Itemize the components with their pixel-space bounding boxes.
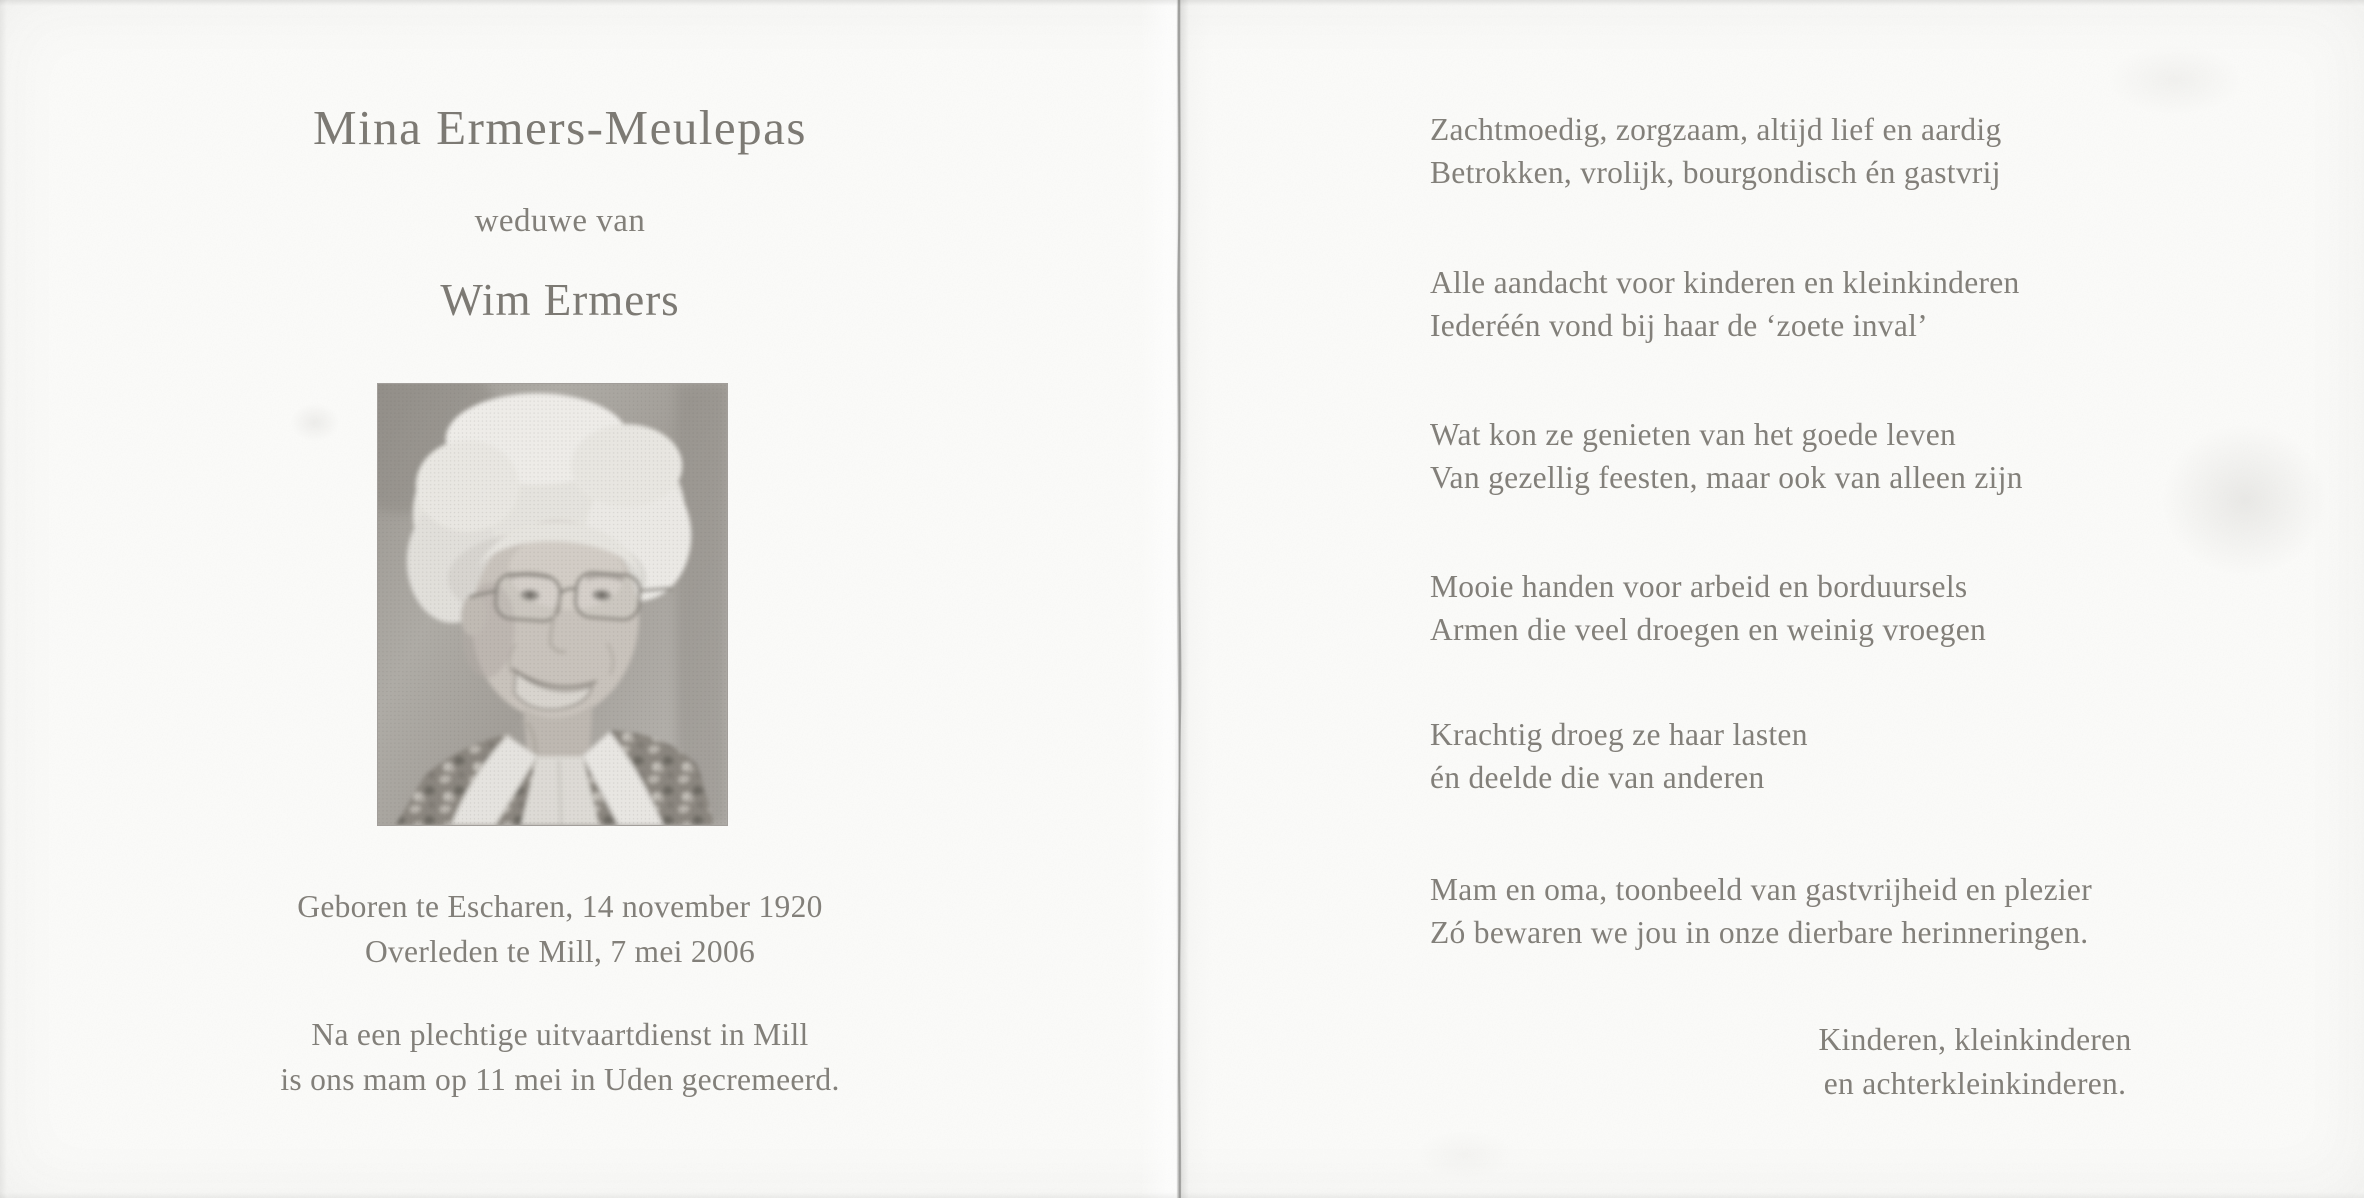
poem-line: Zachtmoedig, zorgzaam, altijd lief en aardig bbox=[1430, 112, 2002, 147]
funeral-line-2: is ons mam op 11 mei in Uden gecremeerd. bbox=[280, 1062, 840, 1097]
deceased-name-title: Mina Ermers-Meulepas bbox=[313, 100, 807, 155]
portrait-photo bbox=[377, 383, 728, 826]
poem-line: Armen die veel droegen en weinig vroegen bbox=[1430, 612, 1987, 647]
signature-line: Kinderen, kleinkinderen bbox=[1818, 1022, 2132, 1057]
poem-line: Betrokken, vrolijk, bourgondisch én gastvrij bbox=[1430, 155, 2001, 190]
scan-edge-shadow-bottom bbox=[0, 1192, 2364, 1198]
widow-of-label: weduwe van bbox=[474, 203, 646, 239]
poem-stanza bbox=[1430, 261, 2310, 347]
poem-line: én deelde die van anderen bbox=[1430, 760, 1765, 795]
funeral-info bbox=[0, 1012, 1120, 1102]
poem-line: Mam en oma, toonbeeld van gastvrijheid en plezier bbox=[1430, 872, 2092, 907]
scan-edge-shadow-top bbox=[0, 0, 2364, 6]
poem-line: Krachtig droeg ze haar lasten bbox=[1430, 717, 1808, 752]
poem-stanza bbox=[1430, 413, 2310, 499]
poem-line: Iederéén vond bij haar de ‘zoete inval’ bbox=[1430, 308, 1928, 343]
death-line: Overleden te Mill, 7 mei 2006 bbox=[364, 934, 756, 969]
poem-stanza bbox=[1430, 108, 2310, 194]
poem-line: Alle aandacht voor kinderen en kleinkinderen bbox=[1430, 265, 2020, 300]
poem-stanza bbox=[1430, 713, 2310, 799]
scan-edge-shadow-left bbox=[0, 0, 7, 1198]
poem-line: Mooie handen voor arbeid en borduursels bbox=[1430, 569, 1968, 604]
poem-stanza bbox=[1430, 868, 2310, 954]
signature-block bbox=[1760, 1018, 2190, 1106]
portrait-photo-illustration bbox=[378, 384, 727, 825]
funeral-line-1: Na een plechtige uitvaartdienst in Mill bbox=[311, 1017, 809, 1052]
left-page bbox=[0, 0, 1178, 1198]
signature-line: en achterkleinkinderen. bbox=[1823, 1066, 2127, 1101]
life-dates bbox=[0, 884, 1120, 974]
right-page bbox=[1186, 0, 2364, 1198]
birth-line: Geboren te Escharen, 14 november 1920 bbox=[297, 889, 823, 924]
poem-stanza bbox=[1430, 565, 2310, 651]
poem-line: Wat kon ze genieten van het goede leven bbox=[1430, 417, 1957, 452]
poem-line: Zó bewaren we jou in onze dierbare herinneringen. bbox=[1430, 915, 2089, 950]
poem-line: Van gezellig feesten, maar ook van alleen zijn bbox=[1430, 460, 2023, 495]
husband-name: Wim Ermers bbox=[440, 275, 680, 325]
